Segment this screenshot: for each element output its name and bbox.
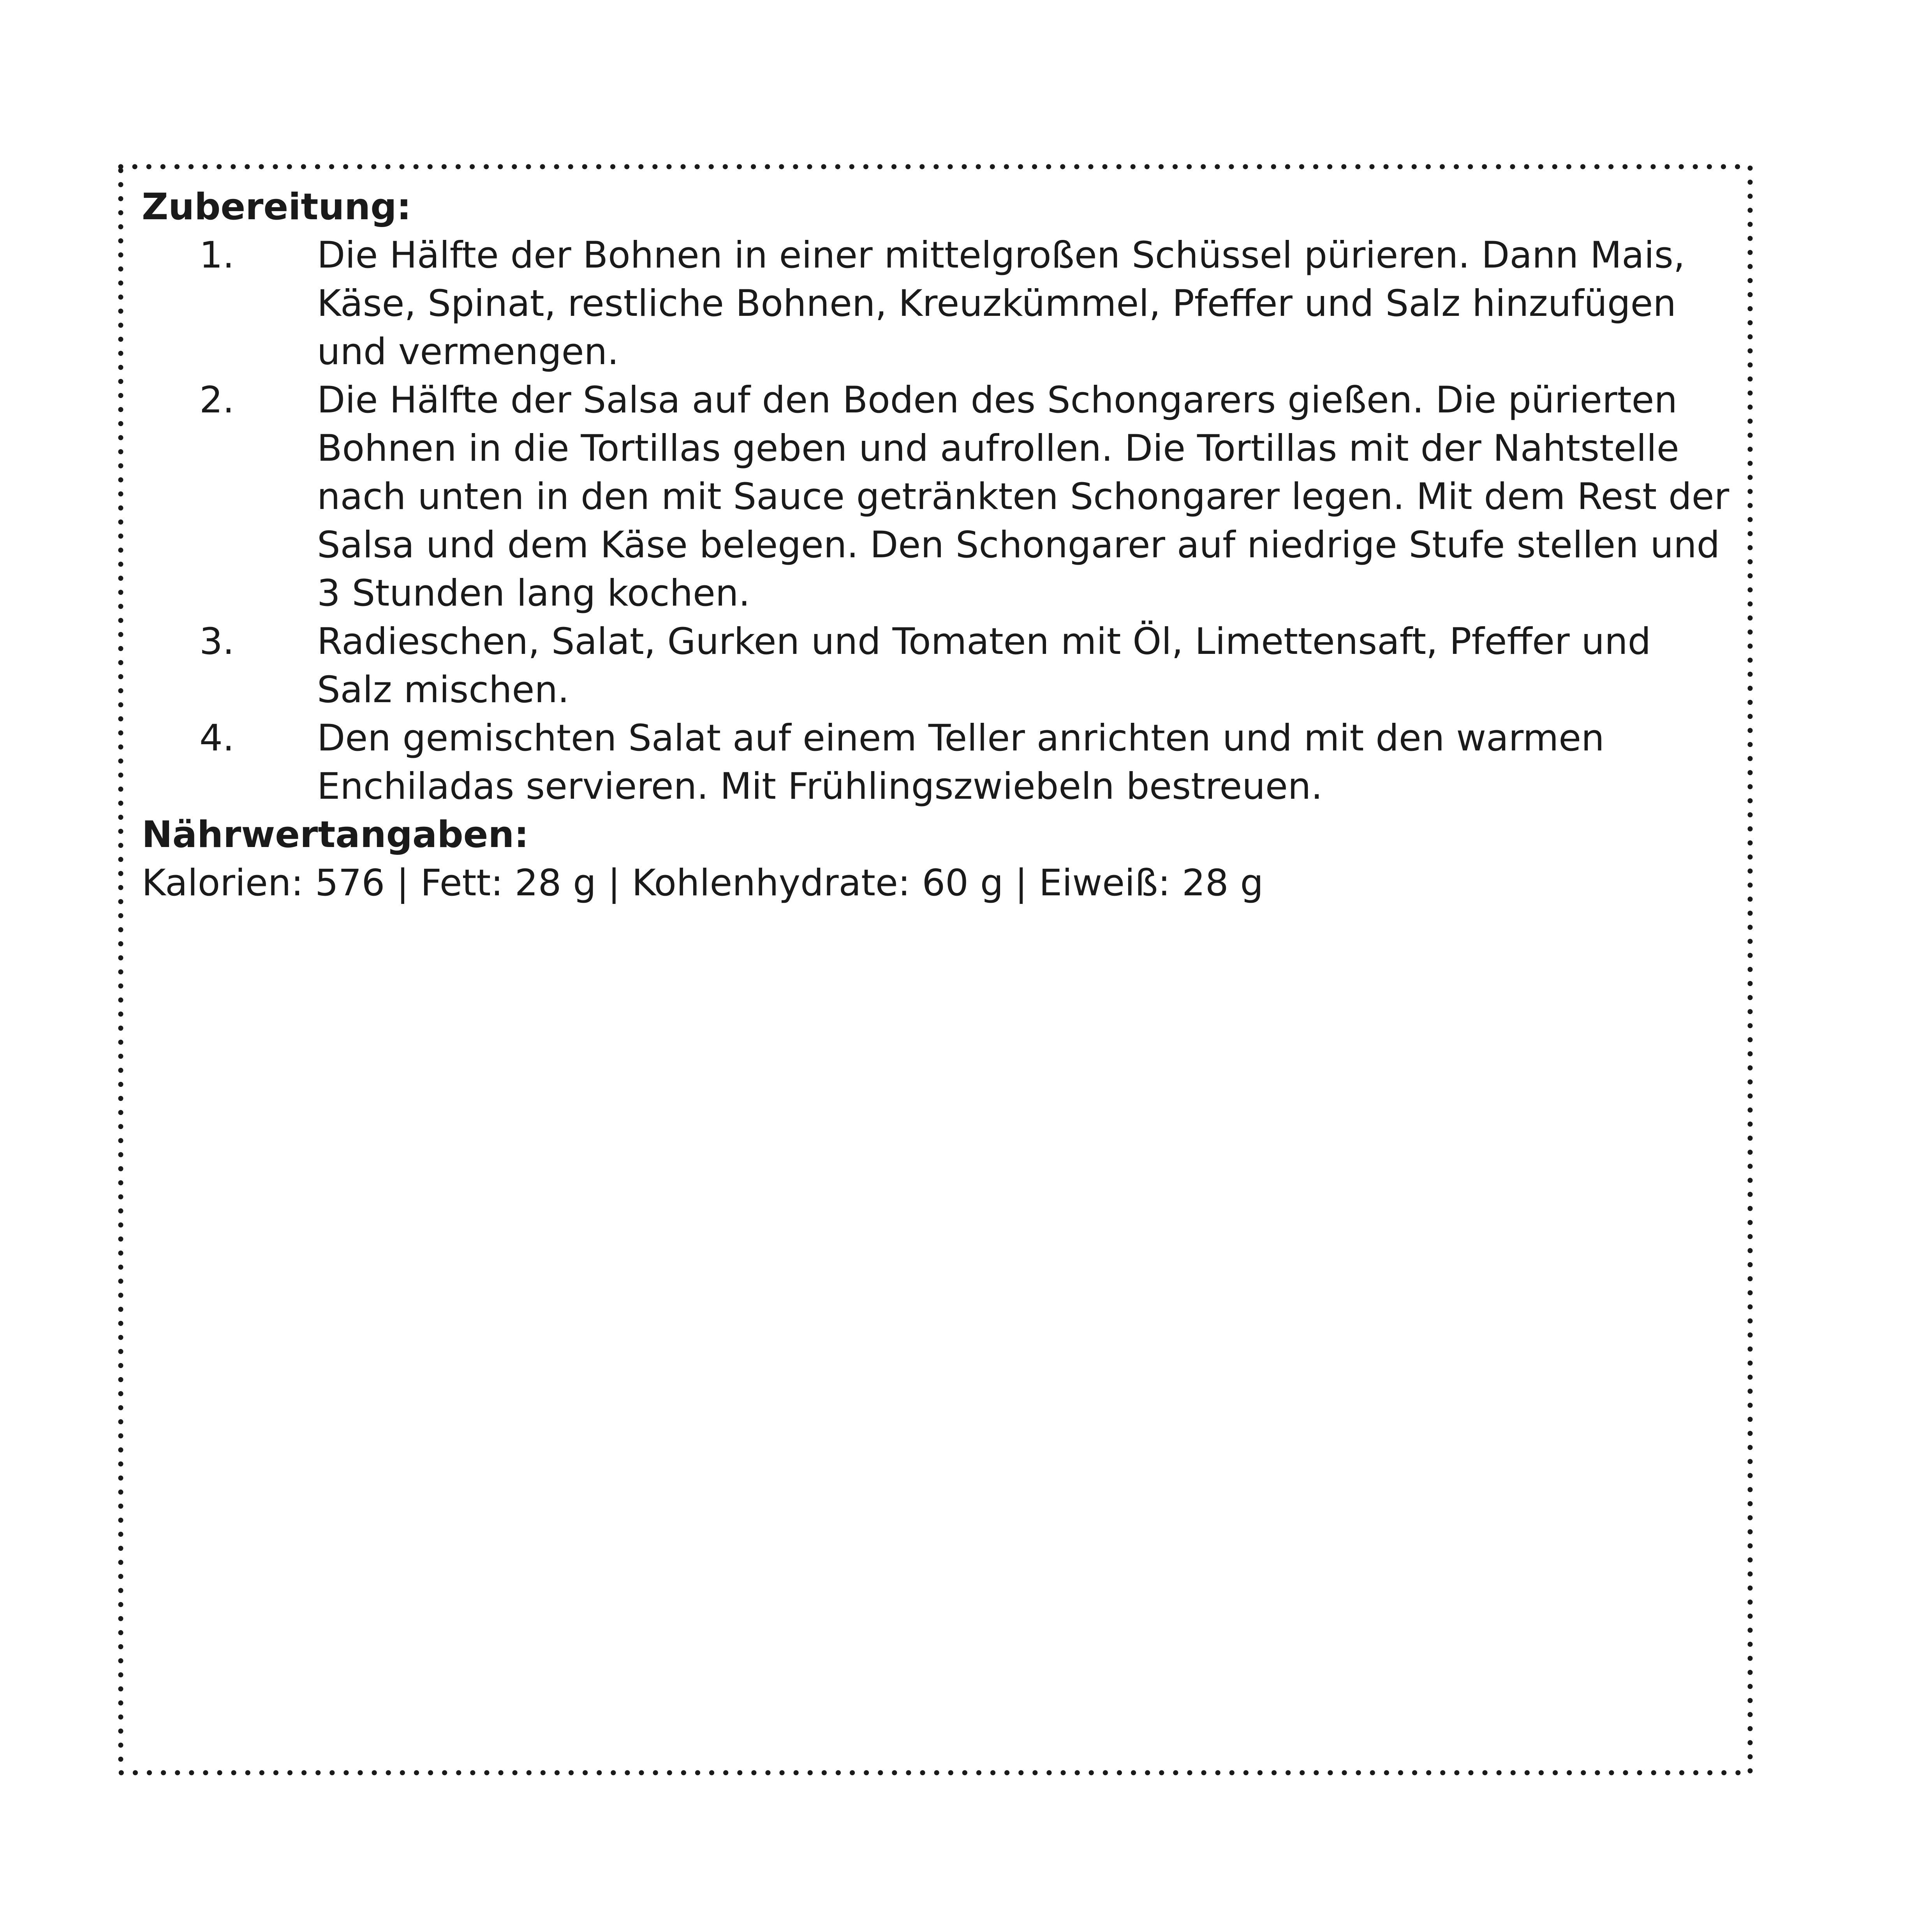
step-text: Radieschen, Salat, Gurken und Tomaten mit Öl, Limettensaft, Pfeffer und Salz mischen. bbox=[317, 620, 1651, 711]
step-text: Den gemischten Salat auf einem Teller anrichten und mit den warmen Enchiladas servieren. Mit Frühlingszwiebeln bestreuen. bbox=[317, 717, 1604, 808]
step-item bbox=[142, 618, 1735, 714]
step-text: Die Hälfte der Bohnen in einer mittelgroßen Schüssel pürieren. Dann Mais, Käse, Spinat, restliche Bohnen, Kreuzkümmel, Pfeffer und Salz hinzufügen und vermengen. bbox=[317, 234, 1685, 373]
preparation-heading: Zubereitung: bbox=[142, 186, 412, 228]
card-content bbox=[142, 183, 1742, 907]
nutrition-heading: Nährwertangaben: bbox=[142, 814, 529, 856]
step-number: 1. bbox=[199, 234, 234, 277]
step-number: 2. bbox=[199, 379, 234, 421]
step-text: Die Hälfte der Salsa auf den Boden des Schongarers gießen. Die pürierten Bohnen in die Tortillas geben und aufrollen. Die Tortillas mit der Nahtstelle nach unten in den mit Sauce getränkten Schongarer legen. Mit dem Rest der Salsa und dem Käse belegen. Den Schongarer auf niedrige Stufe stellen und 3 Stunden lang kochen. bbox=[317, 379, 1729, 615]
step-item bbox=[142, 376, 1735, 618]
recipe-card bbox=[118, 164, 1753, 1776]
preparation-steps bbox=[142, 231, 1742, 811]
step-item bbox=[142, 231, 1735, 376]
step-number: 4. bbox=[199, 717, 234, 759]
step-number: 3. bbox=[199, 620, 234, 663]
step-item bbox=[142, 714, 1735, 811]
nutrition-values: Kalorien: 576 | Fett: 28 g | Kohlenhydrate: 60 g | Eiweiß: 28 g bbox=[142, 862, 1264, 904]
